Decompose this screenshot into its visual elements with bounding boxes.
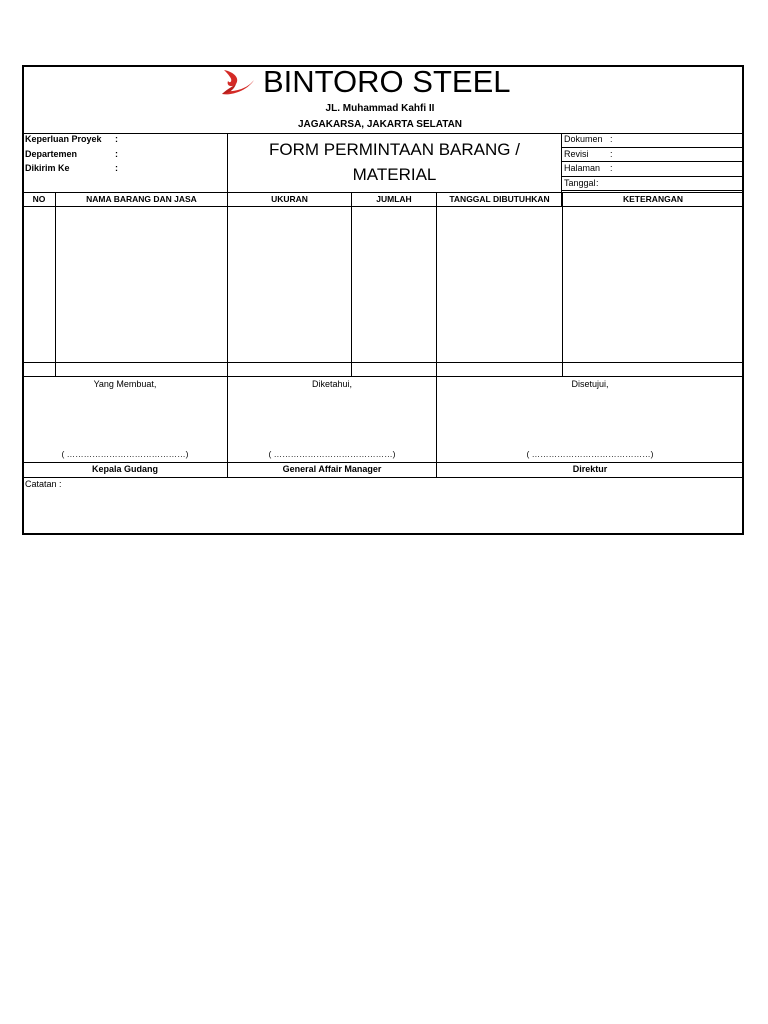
- field-colon: :: [610, 134, 613, 144]
- column-header-ukuran: UKURAN: [271, 194, 308, 204]
- table-top-border: [23, 192, 743, 193]
- field-departemen-label: Departemen: [25, 149, 78, 159]
- column-divider: [55, 192, 56, 376]
- column-divider: [351, 192, 352, 376]
- table-row-divider: [23, 362, 743, 363]
- field-colon: :: [610, 163, 613, 173]
- field-dokumen-label: Dokumen: [564, 134, 603, 144]
- field-divider: [561, 147, 743, 148]
- column-header-nama-barang: NAMA BARANG DAN JASA: [86, 194, 197, 204]
- field-halaman-label: Halaman: [564, 163, 601, 173]
- signature-blank: ( ……………………………………): [61, 449, 189, 459]
- signature-role-general-affair-manager: General Affair Manager: [282, 464, 382, 474]
- signature-role-direktur: Direktur: [572, 464, 608, 474]
- field-dikirim-ke-label: Dikirim Ke: [25, 163, 70, 173]
- form-title-line-1: FORM PERMINTAAN BARANG /: [269, 140, 520, 159]
- field-colon: :: [115, 134, 118, 144]
- signature-blank: ( ……………………………………): [526, 449, 654, 459]
- column-divider: [227, 192, 228, 376]
- column-header-tanggal: TANGGAL DIBUTUHKAN: [449, 194, 550, 204]
- column-divider: [436, 192, 437, 376]
- field-divider: [561, 190, 743, 191]
- column-header-jumlah: JUMLAH: [376, 194, 412, 204]
- signature-role-divider: [23, 462, 743, 463]
- notes-divider: [23, 477, 743, 478]
- company-name: BINTORO STEEL: [263, 64, 511, 99]
- bintoro-logo-icon: [218, 66, 258, 100]
- field-keperluan-proyek-label: Keperluan Proyek: [25, 134, 102, 144]
- signature-role-kepala-gudang: Kepala Gudang: [91, 464, 158, 474]
- field-colon: :: [115, 163, 118, 173]
- field-revisi-label: Revisi: [564, 149, 589, 159]
- field-colon: :: [596, 178, 599, 188]
- notes-label: Catatan :: [25, 479, 62, 489]
- column-header-keterangan: KETERANGAN: [623, 194, 683, 204]
- signature-caption-yang-membuat: Yang Membuat,: [93, 379, 157, 389]
- signature-blank: ( ……………………………………): [268, 449, 396, 459]
- signature-caption-disetujui: Disetujui,: [571, 379, 609, 389]
- column-header-no: NO: [32, 194, 46, 204]
- header-divider: [23, 133, 743, 134]
- table-header-divider: [23, 206, 743, 207]
- field-divider: [561, 161, 743, 162]
- field-colon: :: [115, 149, 118, 159]
- column-divider: [562, 192, 563, 376]
- address-line-1: JL. Muhammad Kahfi II: [325, 103, 435, 114]
- table-bottom-border: [23, 376, 743, 377]
- form-title-line-2: MATERIAL: [352, 165, 437, 184]
- field-colon: :: [610, 149, 613, 159]
- signature-caption-diketahui: Diketahui,: [311, 379, 353, 389]
- address-line-2: JAGAKARSA, JAKARTA SELATAN: [297, 119, 463, 130]
- field-divider: [561, 176, 743, 177]
- field-tanggal-label: Tanggal: [564, 178, 596, 188]
